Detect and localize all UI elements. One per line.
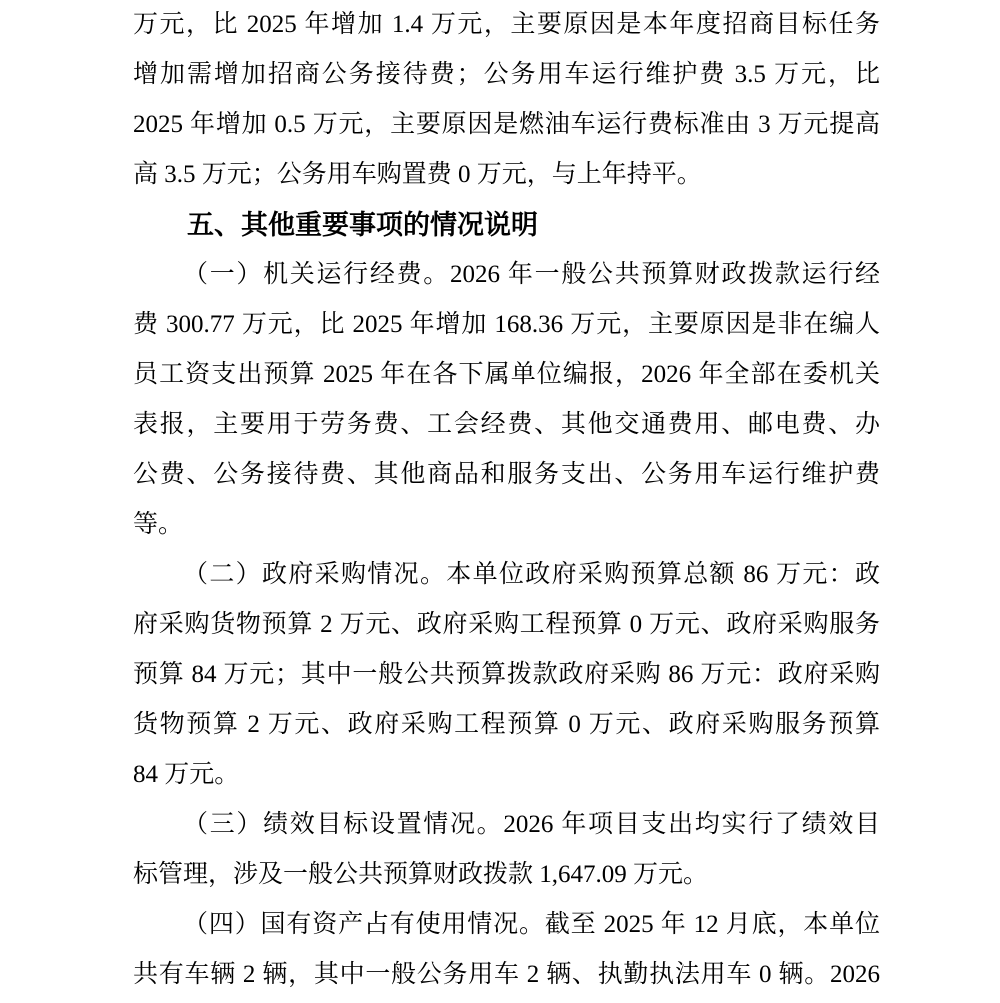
paragraph-agency-operating-costs (133, 250, 880, 550)
text-line: （四）国有资产占有使用情况。截至 2025 年 12 月底，本单位 (183, 911, 880, 938)
text-line: （一）机关运行经费。2026 年一般公共预算财政拨款运行经 (183, 261, 880, 288)
text-line: 84 万元。 (133, 761, 240, 788)
text-line: 等。 (133, 511, 184, 538)
paragraph-state-owned-assets-usage (133, 900, 880, 1000)
text-line: 预算 84 万元；其中一般公共预算拨款政府采购 86 万元：政府采购 (133, 661, 880, 688)
text-line: 万元，比 2025 年增加 1.4 万元，主要原因是本年度招商目标任务 (133, 11, 880, 38)
text-line: （二）政府采购情况。本单位政府采购预算总额 86 万元：政 (183, 561, 880, 588)
text-line: 2025 年增加 0.5 万元，主要原因是燃油车运行费标准由 3 万元提高 (133, 111, 880, 138)
text-line: 府采购货物预算 2 万元、政府采购工程预算 0 万元、政府采购服务 (133, 611, 880, 638)
text-line: 共有车辆 2 辆，其中一般公务用车 2 辆、执勤执法用车 0 辆。2026 (133, 961, 880, 988)
paragraph-government-procurement (133, 550, 880, 800)
text-line: （三）绩效目标设置情况。2026 年项目支出均实行了绩效目 (183, 811, 880, 838)
paragraph-vehicle-expense-continuation (133, 0, 880, 200)
text-line: 增加需增加招商公务接待费；公务用车运行维护费 3.5 万元，比 (133, 61, 880, 88)
section-heading: 五、其他重要事项的情况说明 (187, 210, 538, 240)
text-line: 表报，主要用于劳务费、工会经费、其他交通费用、邮电费、办 (133, 411, 880, 438)
paragraph-performance-target-setting (133, 800, 880, 900)
text-line: 高 3.5 万元；公务用车购置费 0 万元，与上年持平。 (133, 161, 702, 188)
text-line: 货物预算 2 万元、政府采购工程预算 0 万元、政府采购服务预算 (133, 711, 880, 738)
text-line: 费 300.77 万元，比 2025 年增加 168.36 万元，主要原因是非在编人 (133, 311, 880, 338)
text-line: 公费、公务接待费、其他商品和服务支出、公务用车运行维护费 (133, 461, 880, 488)
text-line: 标管理，涉及一般公共预算财政拨款 1,647.09 万元。 (133, 861, 709, 888)
text-line: 员工资支出预算 2025 年在各下属单位编报，2026 年全部在委机关 (133, 361, 880, 388)
